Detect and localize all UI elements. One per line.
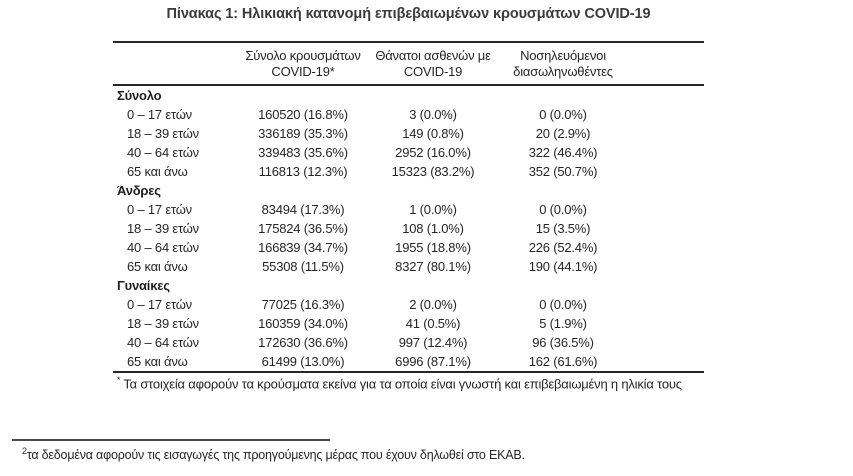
row-spacer xyxy=(628,238,704,257)
footnote-star-text: Τα στοιχεία αφορούν τα κρούσματα εκείνα για τα οποία είναι γνωστή και επιβεβαιωμένη η ηλικία τους xyxy=(123,376,682,392)
cases-value: 160520 (16.8%) xyxy=(258,107,348,122)
intubated-value: 96 (36.5%) xyxy=(532,335,594,350)
intubated-value: 5 (1.9%) xyxy=(539,316,587,331)
header-deaths xyxy=(368,42,498,85)
cases-value: 55308 (11.5%) xyxy=(262,259,344,274)
intubated-value: 162 (61.6%) xyxy=(528,354,598,369)
section-row-women xyxy=(113,276,704,295)
header-empty xyxy=(113,42,238,85)
table-header xyxy=(113,42,704,85)
cases-value: 172630 (36.6%) xyxy=(258,335,348,350)
age-label: 18 – 39 ετών xyxy=(127,316,199,331)
age-label: 0 – 17 ετών xyxy=(127,107,192,122)
table-row xyxy=(113,314,704,333)
age-label: 0 – 17 ετών xyxy=(127,202,192,217)
age-label: 40 – 64 ετών xyxy=(127,335,199,350)
table-body xyxy=(113,85,704,372)
row-spacer xyxy=(628,124,704,143)
age-label: 65 και άνω xyxy=(127,354,188,369)
cases-value: 336189 (35.3%) xyxy=(258,126,348,141)
table-row xyxy=(113,238,704,257)
age-label: 65 και άνω xyxy=(127,259,188,274)
intubated-value: 20 (2.9%) xyxy=(535,126,591,141)
row-spacer xyxy=(628,257,704,276)
table-row xyxy=(113,143,704,162)
table-row xyxy=(113,219,704,238)
header-total-cases xyxy=(238,42,368,85)
cases-value: 175824 (36.5%) xyxy=(258,221,348,236)
row-spacer xyxy=(628,219,704,238)
intubated-value: 352 (50.7%) xyxy=(528,164,598,179)
header-intubated xyxy=(498,42,628,85)
table-title: Πίνακας 1: Ηλικιακή κατανομή επιβεβαιωμένων κρουσμάτων COVID-19 xyxy=(166,6,651,22)
intubated-value: 0 (0.0%) xyxy=(539,202,587,217)
header-intubated-line2: διασωληνωθέντες xyxy=(513,64,613,79)
deaths-value: 6996 (87.1%) xyxy=(395,354,471,369)
covid-age-distribution-table xyxy=(113,41,704,373)
cases-value: 160359 (34.0%) xyxy=(258,316,348,331)
age-label: 18 – 39 ετών xyxy=(127,126,199,141)
section-label-women: Γυναίκες xyxy=(117,278,170,293)
section-row-total xyxy=(113,85,704,105)
header-deaths-line2: COVID-19 xyxy=(403,64,463,79)
intubated-value: 322 (46.4%) xyxy=(528,145,598,160)
row-spacer xyxy=(628,143,704,162)
deaths-value: 41 (0.5%) xyxy=(405,316,461,331)
section-label-men: Άνδρες xyxy=(117,183,161,198)
header-intubated-line1: Νοσηλευόμενοι xyxy=(520,48,606,63)
age-label: 40 – 64 ετών xyxy=(127,240,199,255)
intubated-value: 15 (3.5%) xyxy=(535,221,591,236)
row-spacer xyxy=(628,105,704,124)
cases-value: 339483 (35.6%) xyxy=(258,145,348,160)
row-spacer xyxy=(628,200,704,219)
table-footnote xyxy=(117,375,817,391)
table-row xyxy=(113,200,704,219)
row-spacer xyxy=(628,295,704,314)
age-label: 40 – 64 ετών xyxy=(127,145,199,160)
age-label: 65 και άνω xyxy=(127,164,188,179)
row-spacer xyxy=(628,314,704,333)
deaths-value: 1955 (18.8%) xyxy=(395,240,471,255)
cases-value: 77025 (16.3%) xyxy=(261,297,345,312)
table-row xyxy=(113,257,704,276)
age-label: 0 – 17 ετών xyxy=(127,297,192,312)
table-header-row xyxy=(113,42,704,85)
table-row xyxy=(113,105,704,124)
cases-value: 166839 (34.7%) xyxy=(258,240,348,255)
row-spacer xyxy=(628,162,704,181)
deaths-value: 108 (1.0%) xyxy=(402,221,464,236)
row-spacer xyxy=(628,352,704,372)
age-label: 18 – 39 ετών xyxy=(127,221,199,236)
intubated-value: 0 (0.0%) xyxy=(539,297,587,312)
table-row xyxy=(113,333,704,352)
table-row xyxy=(113,162,704,181)
section-label-total: Σύνολο xyxy=(117,88,162,103)
header-total-cases-line2: COVID-19* xyxy=(271,64,335,79)
cases-value: 61499 (13.0%) xyxy=(261,354,345,369)
deaths-value: 2952 (16.0%) xyxy=(395,145,471,160)
header-spacer xyxy=(628,42,704,85)
cases-value: 116813 (12.3%) xyxy=(258,164,348,179)
deaths-value: 149 (0.8%) xyxy=(402,126,464,141)
table-row xyxy=(113,124,704,143)
table-row xyxy=(113,352,704,372)
section-row-men xyxy=(113,181,704,200)
deaths-value: 15323 (83.2%) xyxy=(391,164,475,179)
footnote-separator-line xyxy=(12,439,330,441)
header-total-cases-line1: Σύνολο κρουσμάτων xyxy=(245,48,361,63)
deaths-value: 2 (0.0%) xyxy=(409,297,457,312)
deaths-value: 1 (0.0%) xyxy=(409,202,457,217)
intubated-value: 226 (52.4%) xyxy=(528,240,598,255)
deaths-value: 997 (12.4%) xyxy=(398,335,468,350)
header-deaths-line1: Θάνατοι ασθενών με xyxy=(375,48,491,63)
footnote-ekav-marker: 2 xyxy=(22,446,27,456)
deaths-value: 3 (0.0%) xyxy=(409,107,457,122)
intubated-value: 0 (0.0%) xyxy=(539,107,587,122)
cases-value: 83494 (17.3%) xyxy=(261,202,345,217)
page-footnote xyxy=(22,446,722,462)
footnote-star-marker: * xyxy=(117,375,121,385)
intubated-value: 190 (44.1%) xyxy=(528,259,598,274)
row-spacer xyxy=(628,333,704,352)
footnote-ekav-text: τα δεδομένα αφορούν τις εισαγωγές της προηγούμενης μέρας που έχουν δηλωθεί στο ΕΚΑΒ. xyxy=(26,448,525,463)
table-row xyxy=(113,295,704,314)
deaths-value: 8327 (80.1%) xyxy=(395,259,471,274)
